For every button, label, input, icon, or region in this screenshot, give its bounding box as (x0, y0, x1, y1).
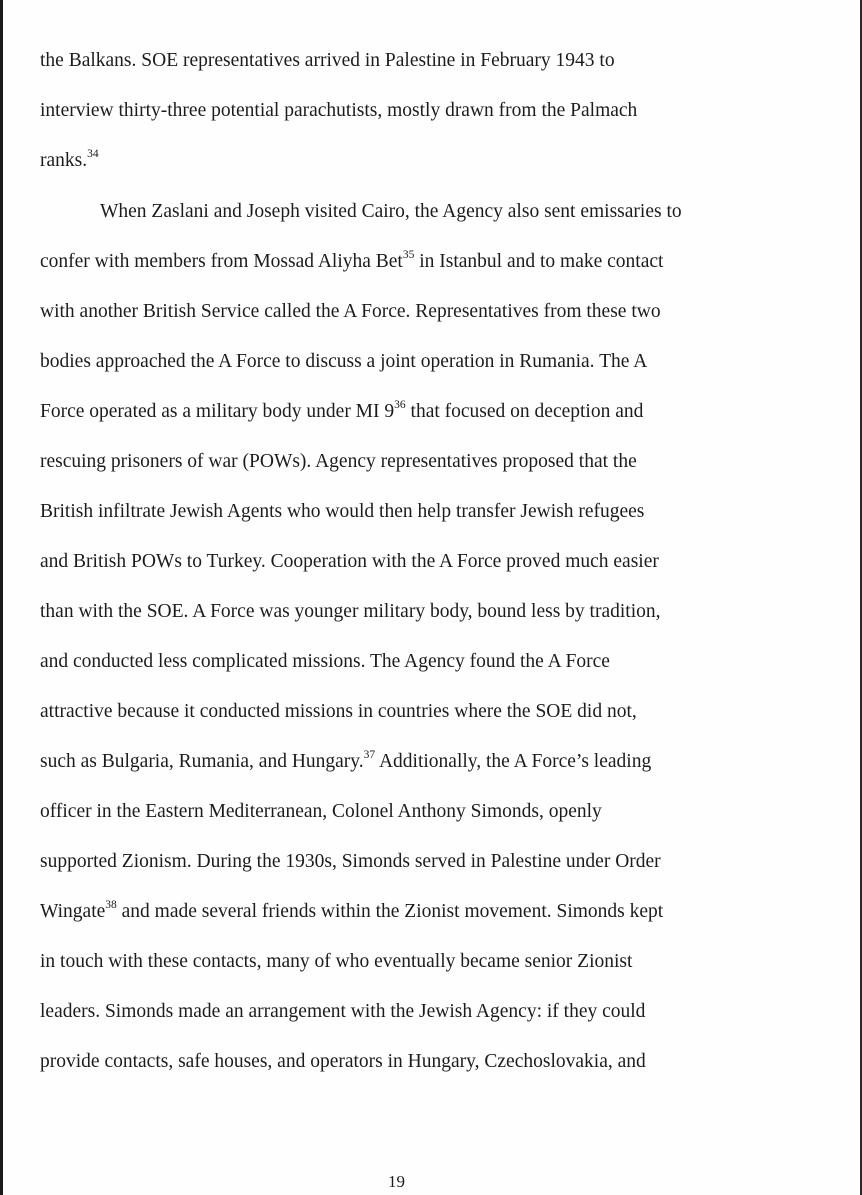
text-line (40, 650, 610, 674)
line-text: leaders. Simonds made an arrangement with the Jewish Agency: if they could (40, 1001, 646, 1022)
line-text: such as Bulgaria, Rumania, and Hungary. (40, 751, 364, 772)
text-line (40, 450, 637, 474)
line-text: with another British Service called the A Force. Representatives from these two (40, 301, 661, 322)
line-text: in touch with these contacts, many of who eventually became senior Zionist (40, 951, 633, 972)
line-text: in Istanbul and to make contact (414, 251, 664, 272)
line-text: that focused on deception and (405, 401, 644, 422)
text-line (40, 500, 644, 524)
text-line (40, 1050, 646, 1074)
text-line (40, 750, 651, 774)
text-line (40, 600, 661, 624)
line-text: interview thirty-three potential parachutists, mostly drawn from the Palmach (40, 100, 638, 121)
line-text: the Balkans. SOE representatives arrived in Palestine in February 1943 to (40, 50, 615, 71)
line-text: rescuing prisoners of war (POWs). Agency representatives proposed that the (40, 451, 637, 472)
text-line (40, 1000, 645, 1024)
footnote-marker: 38 (105, 898, 117, 911)
line-text: bodies approached the A Force to discuss a joint operation in Rumania. The A (40, 351, 648, 372)
footnote-marker: 35 (402, 248, 415, 261)
line-text: confer with members from Mossad Aliyha Bet (40, 251, 403, 272)
line-text: provide contacts, safe houses, and operators in Hungary, Czechoslovakia, and (40, 1051, 646, 1072)
text-line (40, 149, 99, 173)
text-line (40, 800, 602, 824)
footnote-marker: 36 (394, 398, 406, 411)
line-text: and British POWs to Turkey. Cooperation with the A Force proved much easier (40, 551, 659, 572)
line-text: and made several friends within the Zionist movement. Simonds kept (116, 901, 664, 922)
line-text: Additionally, the A Force’s leading (375, 751, 652, 772)
line-text: ranks. (40, 150, 88, 171)
page-number: 19 (388, 1172, 405, 1191)
text-line (40, 250, 663, 274)
text-line (40, 850, 661, 874)
line-text: Force operated as a military body under MI 9 (40, 401, 395, 422)
line-text: attractive because it conducted missions in countries where the SOE did not, (40, 701, 637, 722)
line-text: and conducted less complicated missions. The Agency found the A Force (40, 651, 610, 672)
text-line (40, 99, 637, 123)
text-line (100, 200, 682, 224)
text-line (40, 550, 659, 574)
text-line (40, 950, 632, 974)
text-line (40, 700, 637, 724)
footnote-marker: 37 (363, 748, 376, 761)
line-text: Wingate (40, 901, 106, 922)
text-line (40, 900, 663, 924)
line-text: officer in the Eastern Mediterranean, Colonel Anthony Simonds, openly (40, 801, 602, 822)
text-line (40, 300, 661, 324)
text-line (40, 49, 615, 73)
line-text: supported Zionism. During the 1930s, Simonds served in Palestine under Order (40, 851, 661, 872)
line-text: When Zaslani and Joseph visited Cairo, the Agency also sent emissaries to (100, 201, 682, 222)
text-line (40, 350, 647, 374)
line-text: than with the SOE. A Force was younger military body, bound less by tradition, (40, 601, 661, 622)
text-line (40, 400, 643, 424)
line-text: British infiltrate Jewish Agents who would then help transfer Jewish refugees (40, 501, 645, 522)
footnote-marker: 34 (87, 147, 99, 160)
